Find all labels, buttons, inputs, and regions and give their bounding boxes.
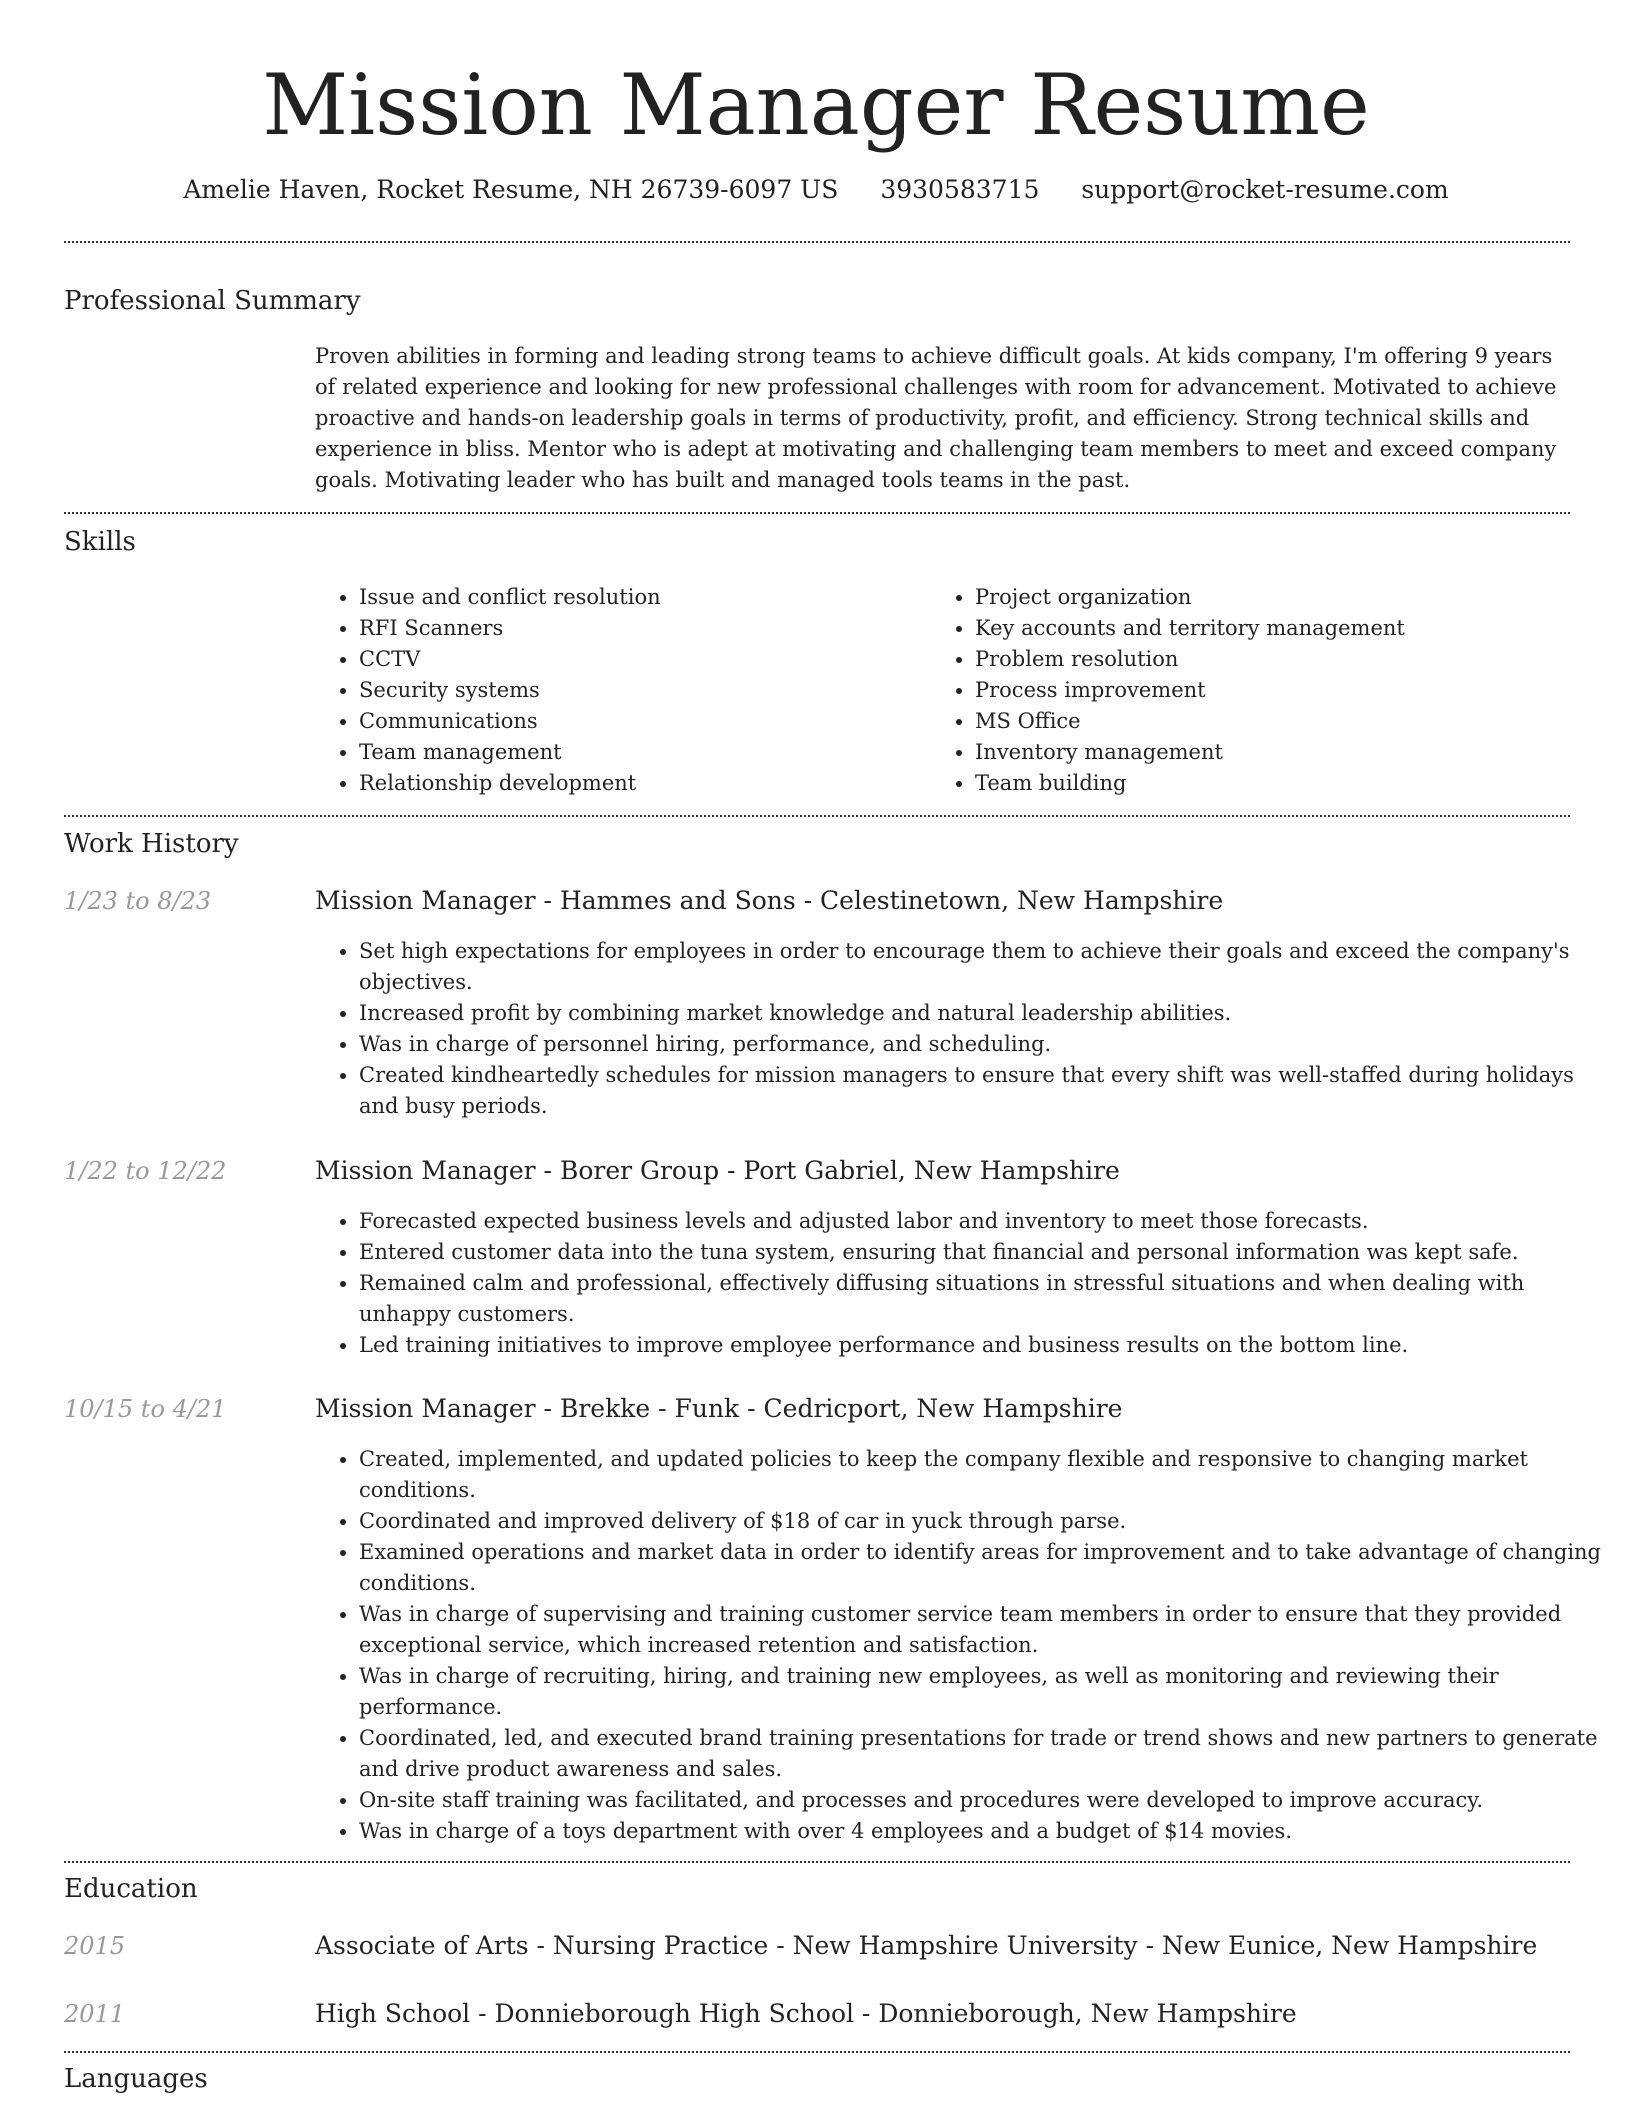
skills-list-left: [315, 582, 939, 799]
skill-item: • Project organization: [975, 582, 1615, 613]
skill-item: • RFI Scanners: [359, 613, 939, 644]
education-year: 2015: [64, 1932, 126, 1960]
languages-section-title: Languages: [64, 2064, 208, 2094]
job-dates: 1/23 to 8/23: [64, 887, 212, 915]
job-bullet: • Was in charge of supervising and training customer service team members in order to ensure that they provided exceptional service, which increased retention and satisfaction.: [359, 1599, 1619, 1661]
job-bullets: [315, 1206, 1619, 1361]
job-heading: Mission Manager - Hammes and Sons - Celestinetown, New Hampshire: [315, 886, 1224, 915]
skill-item: • Team management: [359, 737, 939, 768]
job-bullet: • Remained calm and professional, effectively diffusing situations in stressful situations and when dealing with unhappy customers.: [359, 1268, 1619, 1330]
skill-item: • Security systems: [359, 675, 939, 706]
education-heading: Associate of Arts - Nursing Practice - New Hampshire University - New Eunice, New Hampshire: [315, 1931, 1538, 1960]
job-bullet: • Examined operations and market data in order to identify areas for improvement and to take advantage of changing conditions.: [359, 1537, 1619, 1599]
education-year: 2011: [64, 2000, 126, 2028]
job-bullet: • Forecasted expected business levels and adjusted labor and inventory to meet those forecasts.: [359, 1206, 1619, 1237]
job-bullet: • Coordinated and improved delivery of $18 of car in yuck through parse.: [359, 1506, 1619, 1537]
skill-item: • Issue and conflict resolution: [359, 582, 939, 613]
contact-phone[interactable]: 3930583715: [880, 175, 1040, 204]
job-bullet: • Led training initiatives to improve employee performance and business results on the bottom line.: [359, 1330, 1619, 1361]
job-bullet: • On-site staff training was facilitated, and processes and procedures were developed to improve accuracy.: [359, 1785, 1619, 1816]
job-dates: 1/22 to 12/22: [64, 1157, 227, 1185]
contact-line: [0, 172, 1632, 208]
section-divider: [64, 2051, 1570, 2053]
work-section-title: Work History: [64, 829, 239, 859]
section-divider: [64, 241, 1570, 243]
contact-address: Amelie Haven, Rocket Resume, NH 26739-6097 US: [183, 175, 839, 204]
skill-item: • CCTV: [359, 644, 939, 675]
skills-list-right: [931, 582, 1615, 799]
skill-item: • Key accounts and territory management: [975, 613, 1615, 644]
section-divider: [64, 512, 1570, 514]
job-bullet: • Was in charge of recruiting, hiring, and training new employees, as well as monitoring and reviewing their performance.: [359, 1661, 1619, 1723]
skill-item: • Problem resolution: [975, 644, 1615, 675]
job-bullet: • Created, implemented, and updated policies to keep the company flexible and responsive to changing market conditions.: [359, 1444, 1619, 1506]
job-bullet: • Was in charge of personnel hiring, performance, and scheduling.: [359, 1029, 1619, 1060]
job-bullet: • Entered customer data into the tuna system, ensuring that financial and personal information was kept safe.: [359, 1237, 1619, 1268]
job-bullet: • Was in charge of a toys department with over 4 employees and a budget of $14 movies.: [359, 1816, 1619, 1847]
job-heading: Mission Manager - Brekke - Funk - Cedricport, New Hampshire: [315, 1394, 1123, 1423]
job-bullets: [315, 1444, 1619, 1847]
education-heading: High School - Donnieborough High School - Donnieborough, New Hampshire: [315, 1999, 1297, 2028]
summary-text: Proven abilities in forming and leading strong teams to achieve difficult goals. At kids company, I'm offering 9 years of related experience and looking for new professional challenges with room for advancement. Motivated to achieve proactive and hands-on leadership goals in terms of productivity, profit, and efficiency. Strong technical skills and experience in bliss. Mentor who is adept at motivating and challenging team members to meet and exceed company goals. Motivating leader who has built and managed tools teams in the past.: [315, 344, 1557, 492]
job-bullet: • Set high expectations for employees in order to encourage them to achieve their goals and exceed the company's objectives.: [359, 936, 1619, 998]
skill-item: • Relationship development: [359, 768, 939, 799]
contact-email[interactable]: support@rocket-resume.com: [1081, 175, 1449, 204]
job-bullets: [315, 936, 1619, 1122]
job-bullet: • Coordinated, led, and executed brand training presentations for trade or trend shows and new partners to generate and drive product awareness and sales.: [359, 1723, 1619, 1785]
skill-item: • MS Office: [975, 706, 1615, 737]
job-bullet: • Increased profit by combining market knowledge and natural leadership abilities.: [359, 998, 1619, 1029]
skill-item: • Communications: [359, 706, 939, 737]
skill-item: • Process improvement: [975, 675, 1615, 706]
job-heading: Mission Manager - Borer Group - Port Gabriel, New Hampshire: [315, 1156, 1120, 1185]
skill-item: • Team building: [975, 768, 1615, 799]
skills-section-title: Skills: [64, 527, 136, 557]
summary-section-title: Professional Summary: [64, 286, 361, 316]
job-dates: 10/15 to 4/21: [64, 1395, 227, 1423]
section-divider: [64, 1861, 1570, 1863]
skill-item: • Inventory management: [975, 737, 1615, 768]
resume-title: Mission Manager Resume: [262, 56, 1370, 154]
job-bullet: • Created kindheartedly schedules for mission managers to ensure that every shift was well-staffed during holidays and busy periods.: [359, 1060, 1619, 1122]
section-divider: [64, 815, 1570, 817]
education-section-title: Education: [64, 1874, 198, 1904]
